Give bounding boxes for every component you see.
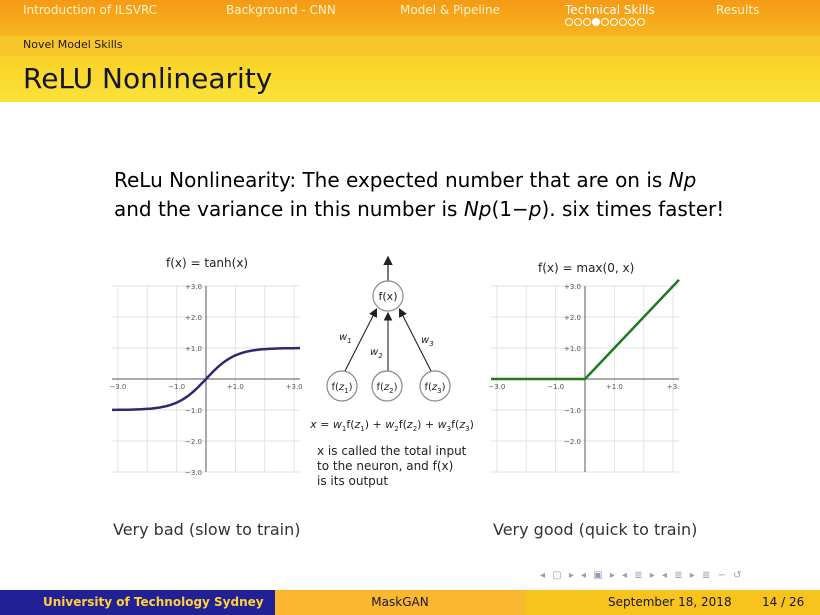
nav-item-model-pipeline[interactable]: Model & Pipeline xyxy=(400,3,500,17)
input-node-3-label: $f(z_3)$ xyxy=(424,382,446,395)
footer-date: September 18, 2018 xyxy=(608,595,732,609)
x-tick-label: −1.0 xyxy=(547,383,565,391)
frame-title: ReLU Nonlinearity xyxy=(23,62,273,95)
y-tick-label: +2.0 xyxy=(185,314,202,322)
progress-dot[interactable] xyxy=(610,18,618,26)
y-tick-label: +3.0 xyxy=(564,283,581,291)
weight-label-1: $w_1$ xyxy=(339,332,352,345)
x-tick-label: +3. xyxy=(666,383,680,391)
relu-plot-title: f(x) = max(0, x) xyxy=(538,261,635,275)
statement-var-np-2: Np xyxy=(463,197,492,221)
statement-line-2-text: and the variance in this number is xyxy=(114,197,464,221)
y-tick-label: +3.0 xyxy=(185,283,202,291)
progress-dot[interactable] xyxy=(574,18,582,26)
statement-text xyxy=(114,166,754,224)
y-tick-label: +2.0 xyxy=(564,314,581,322)
statement-line-2 xyxy=(114,195,754,224)
progress-dot[interactable] xyxy=(637,18,645,26)
neuron-description-line-2: to the neuron, and f(x) xyxy=(317,459,454,473)
x-tick-label: −1.0 xyxy=(168,383,186,391)
subsection-bar xyxy=(0,36,820,56)
tanh-plot-title: f(x) = tanh(x) xyxy=(166,256,249,270)
input-node-2-label: $f(z_2)$ xyxy=(376,382,398,395)
statement-var-p: p xyxy=(528,197,542,221)
progress-dot[interactable] xyxy=(583,18,591,26)
footer-bar xyxy=(0,590,820,615)
y-tick-label: −2.0 xyxy=(564,438,581,446)
output-node-label: f(x) xyxy=(378,290,398,303)
x-tick-label: +3.0 xyxy=(285,383,303,391)
nav-item-background[interactable]: Background - CNN xyxy=(226,3,336,17)
subsection-title[interactable]: Novel Model Skills xyxy=(23,38,123,51)
footer-page-number: 14 / 26 xyxy=(762,595,805,609)
caption-tanh: Very bad (slow to train) xyxy=(113,520,301,539)
neuron-equation: $x = w_1f(z_1) + w_2f(z_2) + w_3f(z_3)$ xyxy=(310,418,474,433)
tanh-plot xyxy=(109,283,303,477)
section-progress-dots xyxy=(565,18,645,28)
progress-dot[interactable] xyxy=(592,18,600,26)
x-tick-label: −3.0 xyxy=(109,383,127,391)
relu-plot xyxy=(488,283,680,472)
caption-relu: Very good (quick to train) xyxy=(493,520,698,539)
x-tick-label: −3.0 xyxy=(488,383,506,391)
statement-line-1 xyxy=(114,166,754,195)
y-tick-label: −1.0 xyxy=(564,407,581,415)
nav-item-introduction[interactable]: Introduction of ILSVRC xyxy=(23,3,158,17)
x-tick-label: +1.0 xyxy=(226,383,244,391)
progress-dot[interactable] xyxy=(619,18,627,26)
footer-right-segment xyxy=(525,590,820,615)
footer-short-title: MaskGAN xyxy=(275,590,525,615)
statement-line-2-mid: (1− xyxy=(491,197,529,221)
nav-item-technical-skills[interactable]: Technical Skills xyxy=(565,3,655,17)
input-node-1-label: $f(z_1)$ xyxy=(331,382,353,395)
weight-label-3: $w_3$ xyxy=(421,335,434,348)
beamer-navigation-symbols[interactable]: ◂ ▢ ▸ ◂ ▣ ▸ ◂ ≣ ▸ ◂ ≣ ▸ ≣ ∽ ↺ xyxy=(540,570,744,581)
footer-institution: University of Technology Sydney xyxy=(0,590,275,615)
statement-line-1-text: ReLu Nonlinearity: The expected number that are on is xyxy=(114,168,669,192)
y-tick-label: −3.0 xyxy=(185,469,202,477)
frame-title-bar xyxy=(0,56,820,102)
y-tick-label: +1.0 xyxy=(564,345,581,353)
progress-dot[interactable] xyxy=(601,18,609,26)
statement-line-2-suffix: ). six times faster! xyxy=(541,197,725,221)
nav-item-results[interactable]: Results xyxy=(716,3,760,17)
y-tick-label: −1.0 xyxy=(185,407,202,415)
neuron-description-line-1: x is called the total input xyxy=(317,444,467,458)
y-tick-label: +1.0 xyxy=(185,345,202,353)
neuron-description-line-3: is its output xyxy=(317,474,389,488)
top-navigation-bar xyxy=(0,0,820,36)
statement-var-np: Np xyxy=(668,168,697,192)
weight-label-2: $w_2$ xyxy=(370,347,383,360)
neuron-description xyxy=(317,444,466,489)
progress-dot[interactable] xyxy=(565,18,573,26)
progress-dot[interactable] xyxy=(628,18,636,26)
y-tick-label: −2.0 xyxy=(185,438,202,446)
neuron-diagram xyxy=(305,252,485,442)
x-tick-label: +1.0 xyxy=(605,383,623,391)
